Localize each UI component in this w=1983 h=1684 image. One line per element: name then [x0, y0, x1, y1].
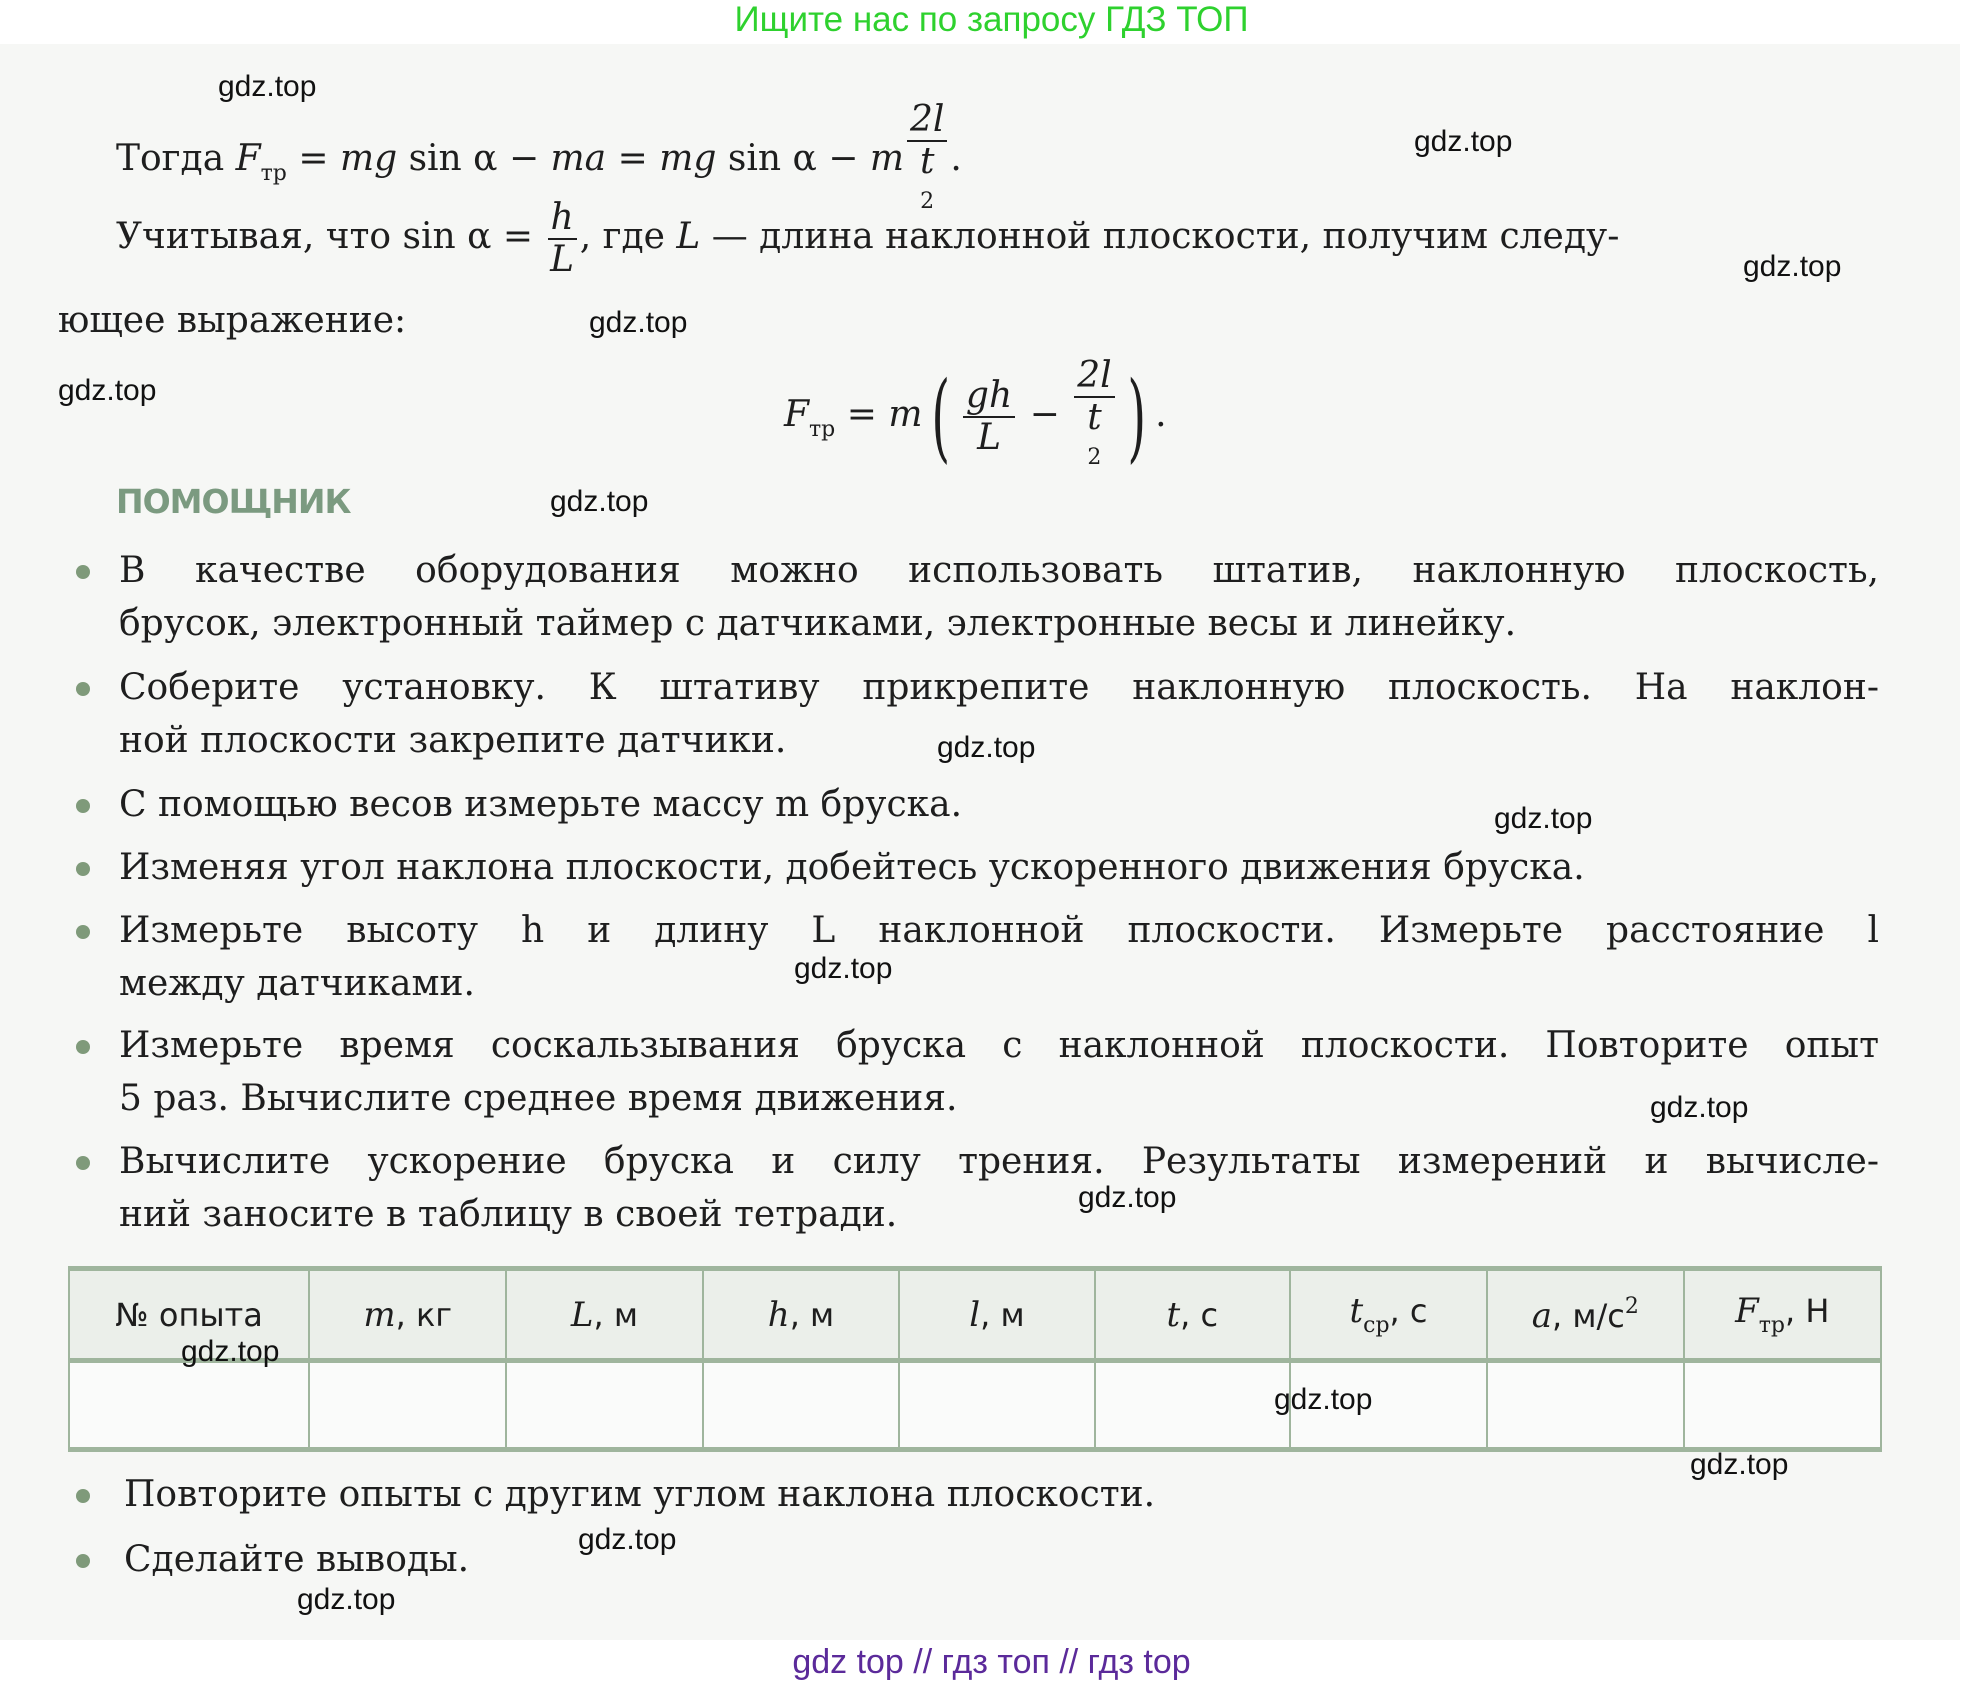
- fraction: [1074, 356, 1114, 478]
- formula-friction-final: [784, 356, 1167, 478]
- header-symbol: a: [1531, 1295, 1553, 1336]
- column-header: [899, 1269, 1094, 1361]
- helper-heading: ПОМОЩНИК: [116, 482, 351, 521]
- header-symbol: l: [969, 1294, 981, 1335]
- list-item: Повторите опыты с другим углом наклона плоскости.: [124, 1474, 1156, 1515]
- column-header: [1095, 1269, 1290, 1361]
- header-unit: , с: [1389, 1292, 1428, 1330]
- header-symbol: h: [767, 1294, 790, 1335]
- column-header: [1487, 1269, 1684, 1361]
- search-banner: Ищите нас по запросу ГДЗ ТОП: [734, 0, 1249, 39]
- denominator: t: [919, 141, 935, 182]
- watermark: gdz.top: [1414, 125, 1513, 158]
- text: Учитывая, что sin α =: [116, 216, 545, 257]
- symbol: F: [235, 138, 261, 179]
- symbol: m: [888, 394, 923, 435]
- list-item-line: Вычислите ускорение бруска и силу трения. Результаты измерений и вычисле-: [119, 1141, 1879, 1182]
- list-item: Сделайте выводы.: [124, 1539, 470, 1580]
- text: =: [835, 394, 889, 435]
- symbol: L: [676, 216, 701, 257]
- header-unit: , с: [1180, 1295, 1219, 1334]
- fraction: [963, 376, 1015, 458]
- list-item-line: 5 раз. Вычислите среднее время движения.: [119, 1078, 958, 1119]
- watermark: gdz.top: [181, 1335, 280, 1368]
- column-header: [1290, 1269, 1487, 1361]
- list-item-line: Изменяя угол наклона плоскости, добейтесь ускоренного движения бруска.: [119, 847, 1585, 888]
- header-symbol: t: [1349, 1291, 1364, 1331]
- numerator: 2l: [1077, 355, 1112, 396]
- watermark: gdz.top: [550, 485, 649, 518]
- symbol: m: [869, 138, 904, 179]
- watermark: gdz.top: [1274, 1383, 1373, 1416]
- list-item-line: ной плоскости закрепите датчики.: [119, 720, 787, 761]
- symbol: mg: [659, 138, 717, 179]
- subscript: тр: [808, 417, 836, 442]
- text: , где: [579, 216, 677, 257]
- text-line-2: [116, 198, 1619, 280]
- header-unit: , Н: [1785, 1292, 1830, 1330]
- header-superscript: 2: [1624, 1293, 1639, 1319]
- table-cell: [506, 1361, 703, 1450]
- numerator: gh: [965, 375, 1013, 416]
- watermark: gdz.top: [578, 1523, 677, 1556]
- watermark: gdz.top: [937, 731, 1036, 764]
- right-paren: ): [1127, 361, 1146, 473]
- subscript: тр: [260, 161, 287, 186]
- watermark: gdz.top: [1743, 250, 1842, 283]
- list-item-line: брусок, электронный таймер с датчиками, электронные весы и линейку.: [119, 603, 1517, 644]
- numerator: h: [550, 197, 574, 238]
- watermark: gdz.top: [297, 1583, 396, 1616]
- table-cell: [1095, 1361, 1290, 1450]
- column-header: [703, 1269, 900, 1361]
- bullet-icon: [76, 799, 90, 813]
- list-item-line: Соберите установку. К штативу прикрепите наклонную плоскость. На наклон-: [119, 667, 1879, 708]
- text: — длина наклонной плоскости, получим следу-: [700, 216, 1620, 257]
- table-row: [69, 1361, 1881, 1450]
- denominator: L: [550, 239, 575, 280]
- watermark: gdz.top: [218, 70, 317, 103]
- denominator: L: [977, 417, 1001, 458]
- list-item-line: Измерьте высоту h и длину L наклонной плоскости. Измерьте расстояние l: [119, 910, 1879, 951]
- text: Тогда: [116, 138, 236, 179]
- list-item-line: ний заносите в таблицу в своей тетради.: [119, 1194, 898, 1235]
- column-header: [1684, 1269, 1881, 1361]
- watermark: gdz.top: [1690, 1448, 1789, 1481]
- watermark: gdz.top: [1078, 1181, 1177, 1214]
- header-unit: , м: [789, 1295, 835, 1334]
- bullet-icon: [76, 925, 90, 939]
- table-cell: [309, 1361, 506, 1450]
- table-header-row: [69, 1269, 1881, 1361]
- header-text: № опыта: [115, 1295, 263, 1334]
- text-line-3: ющее выражение:: [58, 300, 407, 341]
- left-paren: (: [931, 361, 951, 473]
- list-item-line: С помощью весов измерьте массу m бруска.: [119, 784, 963, 825]
- watermark: gdz.top: [1494, 802, 1593, 835]
- bullet-icon: [76, 1489, 90, 1503]
- denominator: t: [1087, 397, 1102, 438]
- table-cell: [899, 1361, 1094, 1450]
- watermark: gdz.top: [58, 374, 157, 407]
- text: −: [1029, 394, 1060, 435]
- text: sin α −: [397, 138, 551, 179]
- symbol: mg: [339, 138, 398, 179]
- bullet-icon: [76, 1554, 90, 1568]
- list-item-line: между датчиками.: [119, 963, 475, 1004]
- bullet-icon: [76, 682, 90, 696]
- header-subscript: тр: [1758, 1313, 1786, 1338]
- watermark: gdz.top: [589, 306, 688, 339]
- header-unit: , м: [980, 1295, 1025, 1334]
- header-symbol: L: [570, 1294, 594, 1335]
- table-cell: [1487, 1361, 1684, 1450]
- header-unit: , кг: [395, 1295, 453, 1334]
- header-symbol: m: [363, 1294, 396, 1335]
- text: .: [1155, 394, 1167, 435]
- header-symbol: t: [1166, 1294, 1181, 1335]
- symbol: F: [784, 394, 809, 435]
- numerator: 2l: [909, 99, 945, 140]
- column-header: [309, 1269, 506, 1361]
- symbol: ma: [550, 138, 607, 179]
- watermark: gdz.top: [1650, 1091, 1749, 1124]
- fraction: [548, 198, 577, 280]
- bullet-icon: [76, 1156, 90, 1170]
- header-unit: , м/с: [1552, 1296, 1625, 1335]
- bullet-icon: [76, 1040, 90, 1054]
- bullet-icon: [76, 565, 90, 579]
- superscript: 2: [920, 189, 935, 214]
- text: =: [286, 138, 340, 179]
- list-item-line: Измерьте время соскальзывания бруска с наклонной плоскости. Повторите опыт: [119, 1025, 1879, 1066]
- header-unit: , м: [593, 1295, 638, 1334]
- column-header: [506, 1269, 703, 1361]
- text: =: [606, 138, 660, 179]
- superscript: 2: [1087, 445, 1102, 470]
- results-table: [68, 1266, 1882, 1452]
- bullet-icon: [76, 862, 90, 876]
- text: .: [950, 138, 962, 179]
- table-cell: [1684, 1361, 1881, 1450]
- table-cell: [69, 1361, 309, 1450]
- footer-banner: gdz top // гдз топ // гдз top: [792, 1643, 1191, 1681]
- header-subscript: ср: [1363, 1313, 1390, 1338]
- list-item-line: В качестве оборудования можно использовать штатив, наклонную плоскость,: [119, 550, 1879, 591]
- text: sin α −: [716, 138, 870, 179]
- table-cell: [703, 1361, 900, 1450]
- watermark: gdz.top: [794, 952, 893, 985]
- header-symbol: F: [1735, 1291, 1759, 1331]
